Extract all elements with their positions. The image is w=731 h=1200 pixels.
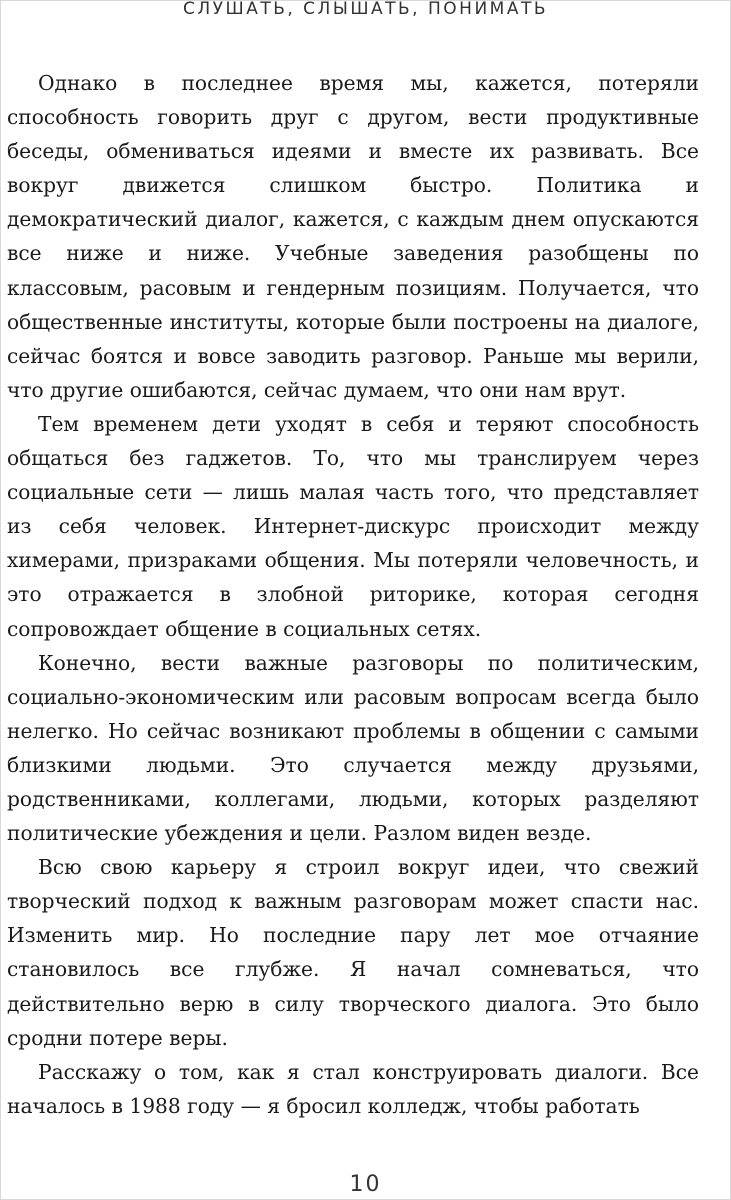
running-header: СЛУШАТЬ, СЛЫШАТЬ, ПОНИМАТЬ: [183, 0, 548, 19]
paragraph-5: Расскажу о том, как я стал конструировать диалоги. Все началось в 1988 году — я бросил колледж, чтобы работать: [7, 1059, 699, 1118]
paragraph-3: Конечно, вести важные разговоры по политическим, социально-экономическим или расовым вопросам всегда было нелегко. Но сейчас возникают проблемы в общении с самыми близкими людьми. Это случается между друзьями, родственниками, коллегами, людьми, которых разделяют политические убеждения и цели. Разлом виден везде.: [7, 650, 699, 846]
page-number: 10: [349, 1172, 382, 1197]
paragraph-4: Всю свою карьеру я строил вокруг идеи, что свежий творческий подход к важным разговорам может спасти нас. Изменить мир. Но последние пару лет мое отчаяние становилось все глубже. Я начал сомневаться, что действительно верю в силу творческого диалога. Это было сродни потере веры.: [7, 855, 699, 1050]
body-text: [7, 66, 699, 1123]
paragraph-1: Однако в последнее время мы, кажется, потеряли способность говорить друг с другом, вести продуктивные беседы, обмениваться идеями и вместе их развивать. Все вокруг движется слишком быстро. Политика и демократический диалог, кажется, с каждым днем опускаются все ниже и ниже. Учебные заведения разобщены по классовым, расовым и гендерным позициям. Получается, что общественные институты, которые были построены на диалоге, сейчас боятся и вовсе заводить разговор. Раньше мы верили, что другие ошибаются, сейчас думаем, что они нам врут.: [7, 71, 699, 402]
paragraph-2: Тем временем дети уходят в себя и теряют способность общаться без гаджетов. То, что мы транслируем через социальные сети — лишь малая часть того, что представляет из себя человек. Интернет-дискурс происходит между химерами, призраками общения. Мы потеряли человечность, и это отражается в злобной риторике, которая сегодня сопровождает общение в социальных сетях.: [7, 411, 699, 641]
